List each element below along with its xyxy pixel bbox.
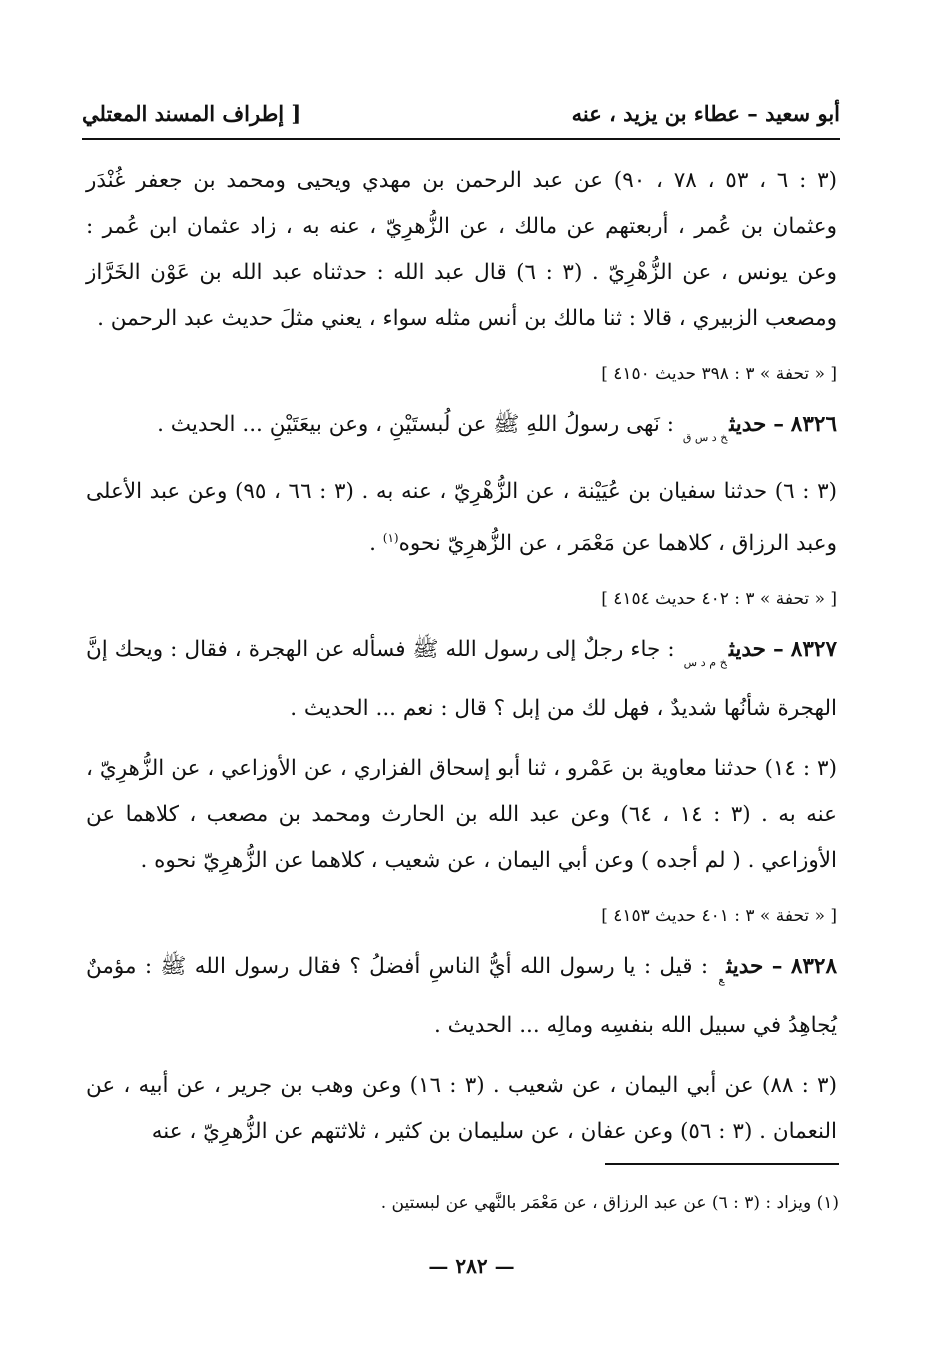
footnote: (١) ويزاد : (٣ : ٦) عن عبد الرزاق ، عن مَعْمَر بالنَّهي عن لبستين . (380, 1193, 839, 1213)
footnote-marker: (١) (382, 531, 399, 545)
running-head (82, 95, 840, 131)
hadith-word: حديث (728, 637, 766, 663)
hadith-dash: – (773, 412, 784, 437)
running-head-left: [ إطراف المسند المعتلي (82, 100, 302, 126)
page-body (86, 158, 837, 1173)
tuhfa-text: [ « تحفة » ٣ : ٤٠٢ حديث ٤١٥٤ ] (601, 589, 837, 610)
isnad-text: (٣ : ١٤) حدثنا معاوية بن عَمْرو ، ثنا أبو إسحاق الفزاري ، عن الأوزاعي ، عن الزُّهرِيّ ، عنه به . (٣ : ١٤ ، ٦٤) وعن عبد الله بن الحارث ومحمد بن مصعب ، كلاهما عن الأوزاعي . ( لم أجده ) وعن أبي اليمان ، عن شعيب ، كلاهما عن الزُّهرِيّ نحوه . (86, 756, 838, 874)
running-head-right: أبو سعيد – عطاء بن يزيد ، عنه (571, 100, 840, 126)
hadith-sigla: ع (718, 973, 725, 987)
hadith-matn: : جاء رجلٌ إلى رسول الله ﷺ فسأله عن الهجرة ، فقال : ويحك إنَّ الهجرة شأنُها شديدٌ ، فهل لك من إبل ؟ قال : نعم ... الحديث . (86, 637, 837, 722)
header-rule (82, 138, 840, 140)
tuhfa-reference-1 (86, 360, 837, 388)
hadith-8326 (86, 402, 837, 461)
paragraph-isnad-1 (86, 158, 837, 342)
hadith-sigla: خ م د س (683, 656, 727, 670)
hadith-sigla: خ د س ق (682, 431, 728, 444)
hadith-dash: – (771, 954, 783, 980)
tuhfa-text: [ « تحفة » ٣ : ٣٩٨ حديث ٤١٥٠ ] (601, 364, 837, 384)
hadith-word: حديث (729, 412, 767, 437)
footnote-rule (605, 1163, 839, 1165)
paragraph-isnad-3 (86, 746, 837, 884)
hadith-dash: – (773, 637, 784, 663)
tuhfa-text: [ « تحفة » ٣ : ٤٠١ حديث ٤١٥٣ ] (601, 906, 837, 927)
isnad-text: (٣ : ٦) حدثنا سفيان بن عُيَيْنة ، عن الزُّهْرِيّ ، عنه به . (٣ : ٦٦ ، ٩٥) وعن عبد الأعلى وعبد الرزاق ، كلاهما عن مَعْمَر ، عن الزُّهرِيّ نحوه (86, 479, 838, 557)
paragraph-isnad-2 (86, 469, 837, 567)
tuhfa-reference-3 (86, 902, 837, 930)
tuhfa-reference-2 (86, 585, 837, 613)
paragraph-isnad-4 (86, 1063, 837, 1155)
hadith-number: ٨٣٢٧ (790, 637, 837, 663)
isnad-tail: . (369, 531, 383, 557)
hadith-number: ٨٣٢٨ (790, 954, 838, 980)
isnad-text: (٣ : ٨٨) عن أبي اليمان ، عن شعيب . (٣ : ١٦) وعن وهب بن جرير ، عن أبيه ، عن النعمان . (٣ : ٥٦) وعن عفان ، عن سليمان بن كثير ، ثلاثتهم عن الزُّهرِيّ ، عنه (86, 1073, 837, 1145)
hadith-word: حديث (726, 954, 764, 980)
hadith-matn: : قيل : يا رسول الله أيُّ الناسِ أفضلُ ؟ فقال رسول الله ﷺ : مؤمنٌ يُجاهِدُ في سبيل الله بنفسِه ومالِه ... الحديث . (86, 954, 837, 1039)
hadith-number: ٨٣٢٦ (790, 412, 837, 437)
hadith-8327 (86, 627, 837, 732)
isnad-text: (٣ : ٦ ، ٥٣ ، ٧٨ ، ٩٠) عن عبد الرحمن بن مهدي ويحيى ومحمد بن جعفر غُنْدَر وعثمان بن عُمر ، أربعتهم عن مالك ، عن الزُّهرِيّ ، عنه به ، زاد عثمان ابن عُمر : وعن يونس ، عن الزُّهْرِيّ . (٣ : ٦) قال عبد الله : حدثناه عبد الله بن عَوْن الخَرَّاز ومصعب الزبيري ، قالا : ثنا مالك بن أنس مثله سواء ، يعني مثلَ حديث عبد الرحمن . (86, 168, 838, 331)
page-number: — ٢٨٢ — (428, 1254, 515, 1278)
hadith-matn: : نَهى رسولُ اللهِ ﷺ عن لُبستَيْنِ ، وعن بيعَتَيْنِ ... الحديث . (157, 412, 674, 437)
hadith-8328 (86, 944, 837, 1049)
